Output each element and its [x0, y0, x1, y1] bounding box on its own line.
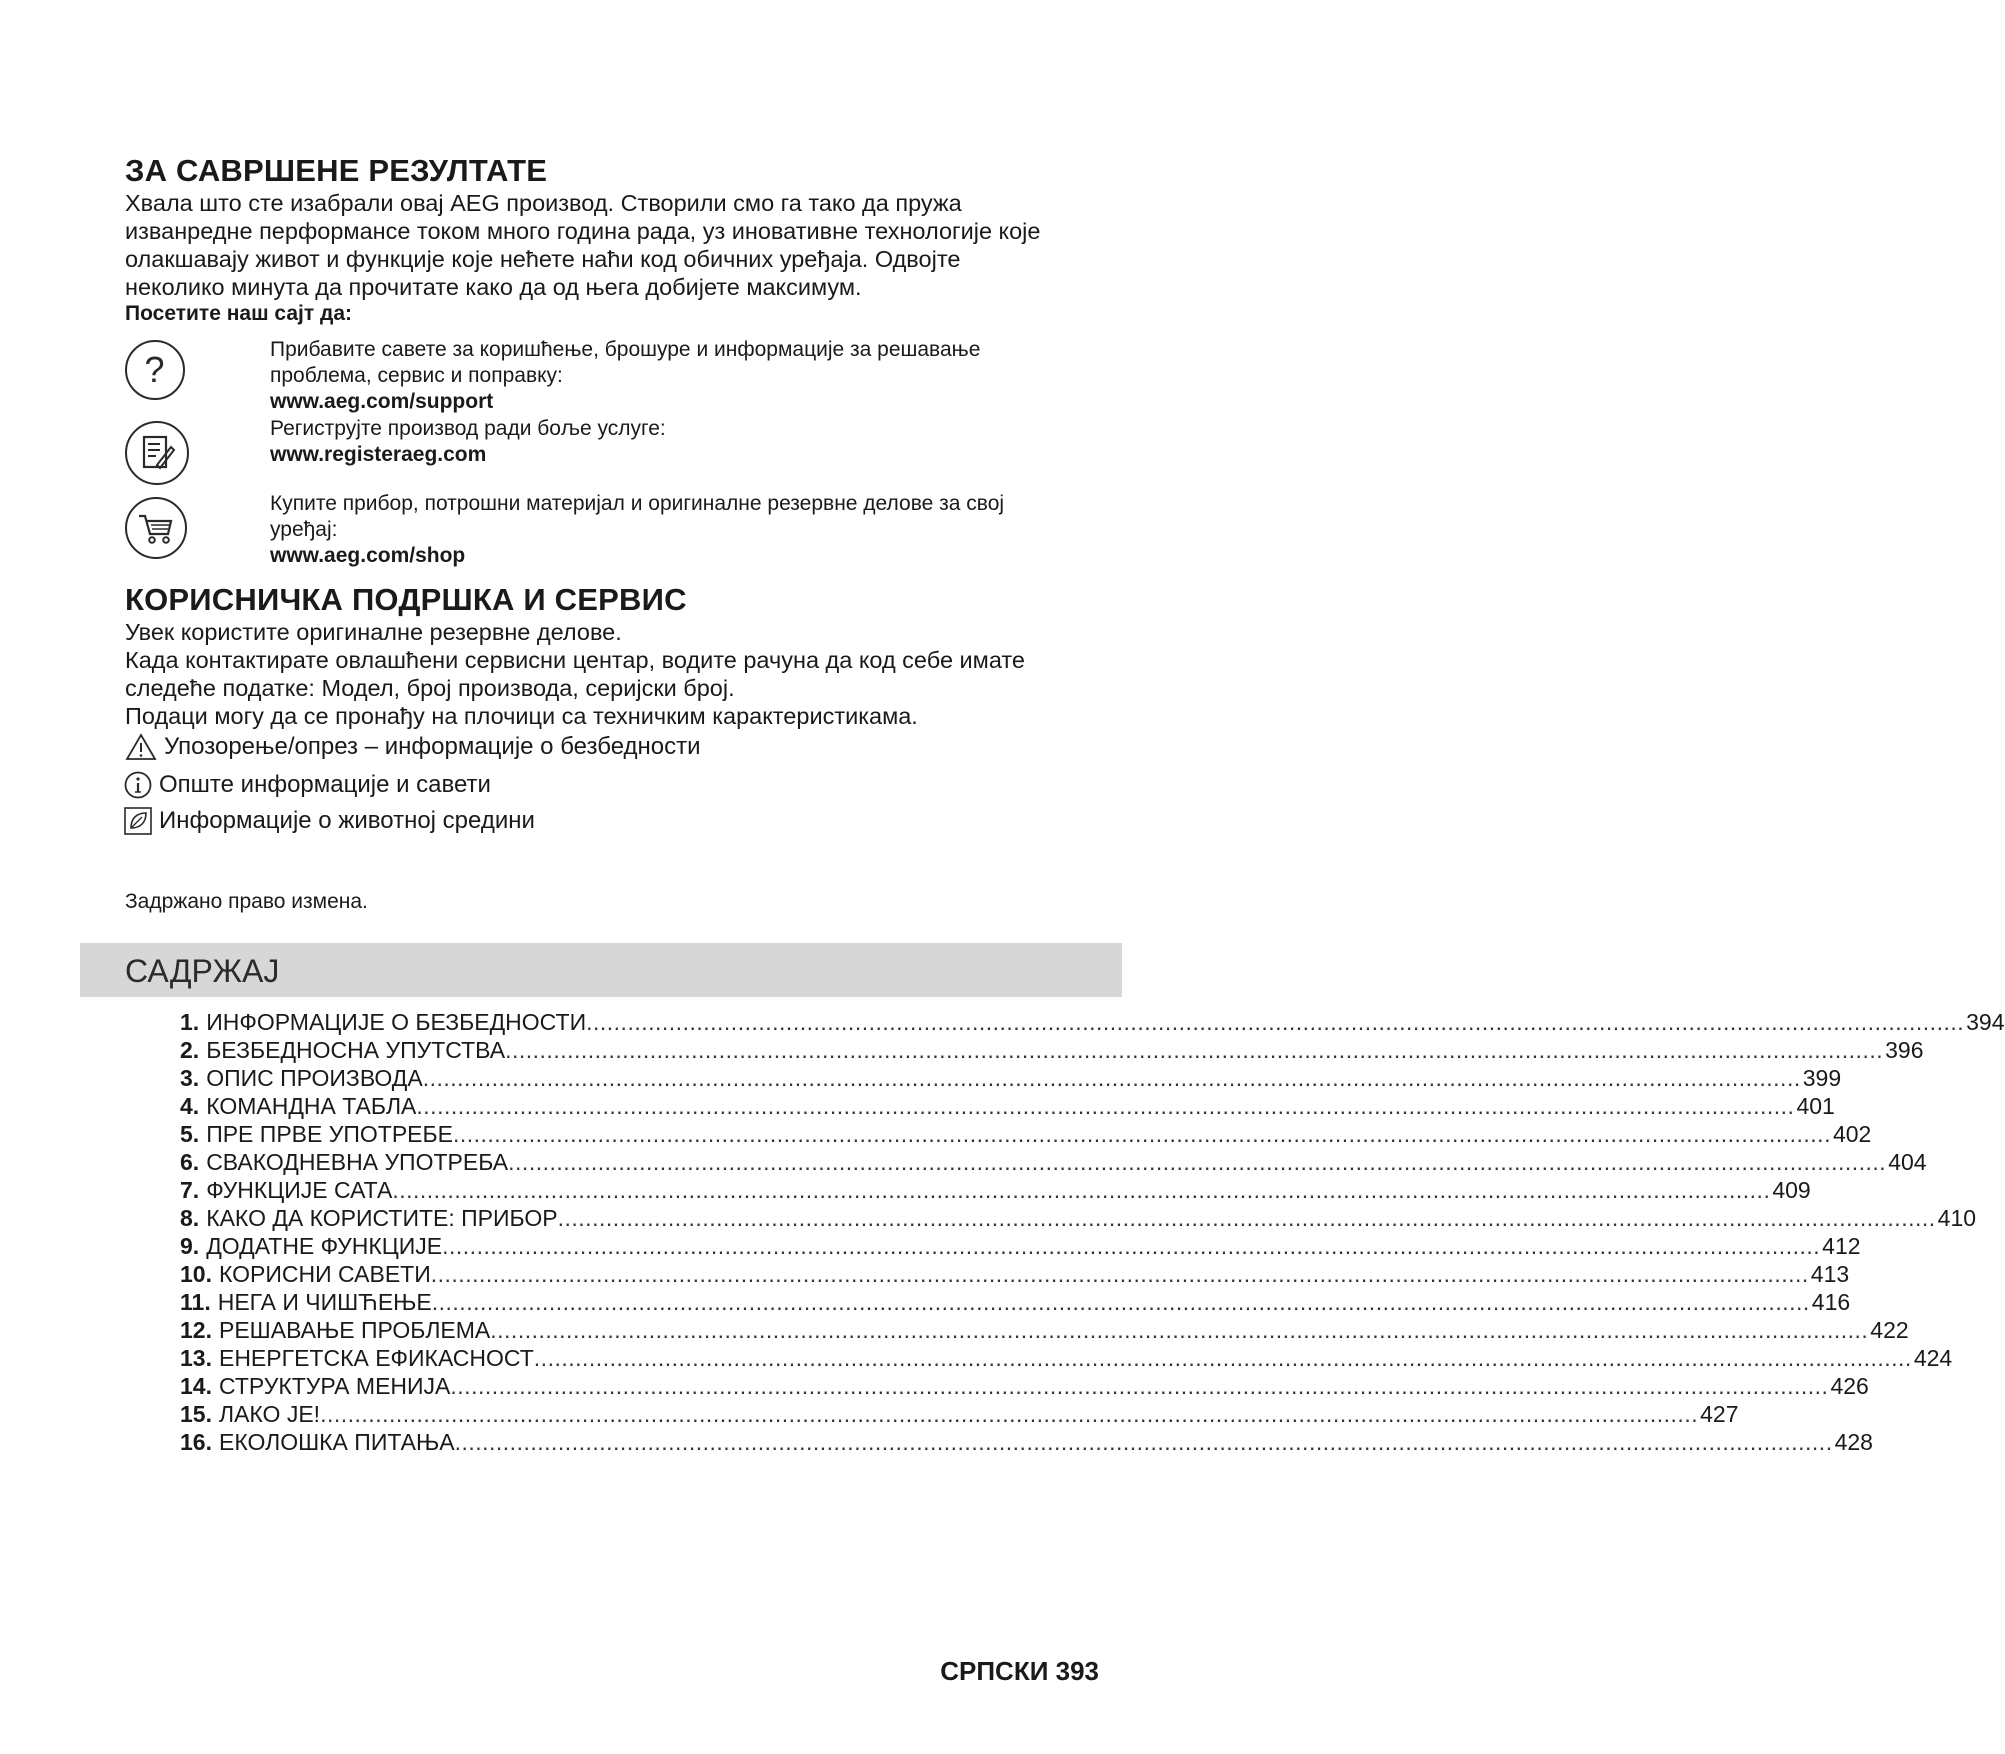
toc-dot-leader: ........................................................................................................................................................................................................	[442, 1233, 1821, 1259]
service-support-line: проблема, сервис и поправку:	[270, 364, 563, 387]
service-support-line: Прибавите савете за коришћење, брошуре и информације за решавање	[270, 338, 981, 361]
toc-item-number: 10.	[180, 1261, 212, 1287]
note-info	[123, 770, 491, 800]
toc-item-number: 6.	[180, 1149, 200, 1175]
toc-item[interactable]	[180, 1261, 1850, 1289]
toc-dot-leader: ........................................................................................................................................................................................................	[320, 1401, 1699, 1427]
toc-item-label: СТРУКТУРА МЕНИЈА	[218, 1373, 451, 1399]
toc-item[interactable]	[180, 1093, 1835, 1121]
toc-item-number: 9.	[180, 1233, 200, 1259]
toc-item[interactable]	[180, 1065, 1842, 1093]
toc-item-number: 3.	[180, 1065, 200, 1091]
toc-item-page: 426	[1830, 1373, 1869, 1399]
service-register	[270, 416, 666, 468]
toc-item-page: 404	[1888, 1149, 1927, 1175]
toc-dot-leader: ........................................................................................................................................................................................................	[454, 1429, 1833, 1455]
toc-item-page: 427	[1700, 1401, 1739, 1427]
rights-reserved: Задржано право измена.	[125, 890, 368, 913]
toc-item-number: 7.	[180, 1177, 200, 1203]
toc-item[interactable]	[180, 1009, 2005, 1037]
note-info-text: Опште информације и савети	[159, 771, 491, 798]
support-paragraph	[125, 618, 1025, 730]
intro-line: олакшавају живот и функције које нећете наћи код обичних уређаја. Одвојте	[125, 246, 961, 272]
toc-item-page: 401	[1796, 1093, 1835, 1119]
toc-item-page: 413	[1810, 1261, 1850, 1287]
intro-paragraph	[125, 189, 1040, 301]
toc-item-page: 424	[1913, 1345, 1953, 1371]
environment-leaf-icon	[123, 806, 153, 836]
toc-item[interactable]	[180, 1345, 1953, 1373]
toc-item-page: 412	[1822, 1233, 1861, 1259]
warning-triangle-icon	[125, 733, 157, 761]
toc-item-page: 394	[1966, 1009, 2005, 1035]
svg-text:?: ?	[144, 349, 165, 390]
toc-item-number: 12.	[180, 1317, 212, 1343]
toc-item-page: 409	[1772, 1177, 1811, 1203]
toc-item[interactable]	[180, 1317, 1909, 1345]
toc-item-page: 402	[1832, 1121, 1872, 1147]
toc-dot-leader: ........................................................................................................................................................................................................	[450, 1373, 1829, 1399]
page-footer: СРПСКИ 393	[940, 1656, 1099, 1686]
toc-item[interactable]	[180, 1037, 1924, 1065]
toc-item-page: 416	[1811, 1289, 1851, 1315]
toc-item-label: ОПИС ПРОИЗВОДА	[206, 1065, 423, 1091]
toc-item-label: БЕЗБЕДНОСНА УПУТСТВА	[206, 1037, 506, 1063]
toc-item[interactable]	[180, 1205, 1977, 1233]
toc-dot-leader: ........................................................................................................................................................................................................	[430, 1261, 1809, 1287]
toc-item[interactable]	[180, 1429, 1873, 1457]
toc-dot-leader: ........................................................................................................................................................................................................	[508, 1149, 1887, 1175]
toc-item-number: 4.	[180, 1093, 200, 1119]
note-environment-text: Информације о животној средини	[159, 807, 535, 834]
toc-dot-leader: ........................................................................................................................................................................................................	[392, 1177, 1771, 1203]
service-shop	[270, 491, 1004, 569]
toc-item-number: 16.	[180, 1429, 212, 1455]
toc-item-label: ФУНКЦИЈЕ САТА	[206, 1177, 393, 1203]
toc-item-number: 13.	[180, 1345, 212, 1371]
toc-dot-leader: ........................................................................................................................................................................................................	[431, 1289, 1810, 1315]
toc-item[interactable]	[180, 1233, 1861, 1261]
note-environment	[123, 806, 535, 836]
service-shop-line: Купите прибор, потрошни материјал и оригиналне резервне делове за свој	[270, 492, 1005, 515]
toc-item-label: РЕШАВАЊЕ ПРОБЛЕМА	[218, 1317, 491, 1343]
toc-item-page: 396	[1885, 1037, 1924, 1063]
support-line: Увек користите оригиналне резервне делове.	[125, 619, 622, 645]
toc-dot-leader: ........................................................................................................................................................................................................	[422, 1065, 1801, 1091]
toc-item-label: ДОДАТНЕ ФУНКЦИЈЕ	[206, 1233, 443, 1259]
register-link[interactable]: www.registeraeg.com	[270, 443, 487, 466]
toc-item-number: 2.	[180, 1037, 200, 1063]
toc-item[interactable]	[180, 1401, 1739, 1429]
toc-item[interactable]	[180, 1289, 1851, 1317]
section-title-support: КОРИСНИЧКА ПОДРШКА И СЕРВИС	[125, 582, 687, 617]
toc-item-label: КАКО ДА КОРИСТИТЕ: ПРИБОР	[206, 1205, 558, 1231]
toc-item[interactable]	[180, 1177, 1811, 1205]
toc-item-label: НЕГА И ЧИШЋЕЊЕ	[217, 1289, 432, 1315]
info-circle-icon	[123, 770, 153, 800]
toc-item-label: КОРИСНИ САВЕТИ	[218, 1261, 431, 1287]
toc-item-number: 8.	[180, 1205, 200, 1231]
toc-dot-leader: ........................................................................................................................................................................................................	[416, 1093, 1795, 1119]
note-warning-text: Упозорење/опрез – информације о безбедности	[164, 733, 701, 760]
toc-item-label: ПРЕ ПРВЕ УПОТРЕБЕ	[206, 1121, 453, 1147]
note-warning	[125, 733, 701, 761]
toc-item-label: СВАКОДНЕВНА УПОТРЕБА	[206, 1149, 509, 1175]
toc-item-number: 11.	[180, 1289, 211, 1315]
toc-item-label: ИНФОРМАЦИЈЕ О БЕЗБЕДНОСТИ	[206, 1009, 587, 1035]
toc-item-page: 422	[1870, 1317, 1909, 1343]
shopping-cart-icon	[125, 497, 187, 559]
toc-item-number: 5.	[180, 1121, 200, 1147]
service-support	[270, 337, 980, 415]
toc-dot-leader: ........................................................................................................................................................................................................	[505, 1037, 1884, 1063]
visit-label: Посетите наш сајт да:	[125, 302, 352, 325]
intro-line: Хвала што сте изабрали овај AEG производ. Створили смо га тако да пружа	[125, 190, 962, 216]
toc-title: САДРЖАЈ	[125, 953, 280, 989]
toc-item[interactable]	[180, 1373, 1869, 1401]
service-shop-line: уређај:	[270, 518, 338, 541]
support-line: Када контактирате овлашћени сервисни центар, водите рачуна да код себе имате	[125, 647, 1025, 673]
toc-item-number: 14.	[180, 1373, 212, 1399]
toc-dot-leader: ........................................................................................................................................................................................................	[452, 1121, 1831, 1147]
toc-item[interactable]	[180, 1121, 1872, 1149]
register-document-icon	[125, 421, 189, 485]
toc-item-label: ЕКОЛОШКА ПИТАЊА	[218, 1429, 455, 1455]
toc-dot-leader: ........................................................................................................................................................................................................	[490, 1317, 1869, 1343]
support-link[interactable]: www.aeg.com/support	[270, 390, 494, 413]
toc-dot-leader: ........................................................................................................................................................................................................	[533, 1345, 1912, 1371]
section-title-results: ЗА САВРШЕНЕ РЕЗУЛТАТЕ	[125, 153, 548, 188]
toc-item-label: КОМАНДНА ТАБЛА	[206, 1093, 417, 1119]
toc-item-page: 428	[1834, 1429, 1873, 1455]
toc-dot-leader: ........................................................................................................................................................................................................	[586, 1009, 1965, 1035]
toc-item-page: 399	[1802, 1065, 1842, 1091]
service-register-line: Региструјте производ ради боље услуге:	[270, 417, 666, 440]
toc-item-label: ЛАКО ЈЕ!	[218, 1401, 321, 1427]
support-line: следеће податке: Модел, број производа, серијски број.	[125, 675, 735, 701]
question-circle-icon	[125, 340, 185, 400]
toc-item-number: 15.	[180, 1401, 212, 1427]
toc-dot-leader: ........................................................................................................................................................................................................	[557, 1205, 1936, 1231]
toc-item-label: ЕНЕРГЕТСКА ЕФИКАСНОСТ	[218, 1345, 534, 1371]
toc-item-number: 1.	[180, 1009, 200, 1035]
toc-item[interactable]	[180, 1149, 1927, 1177]
support-line: Подаци могу да се пронађу на плочици са техничким карактеристикама.	[125, 703, 918, 729]
intro-line: неколико минута да прочитате како да од њега добијете максимум.	[125, 274, 862, 300]
toc-item-page: 410	[1937, 1205, 1977, 1231]
shop-link[interactable]: www.aeg.com/shop	[270, 544, 466, 567]
intro-line: изванредне перформансе током много година рада, уз иновативне технологије које	[125, 218, 1041, 244]
